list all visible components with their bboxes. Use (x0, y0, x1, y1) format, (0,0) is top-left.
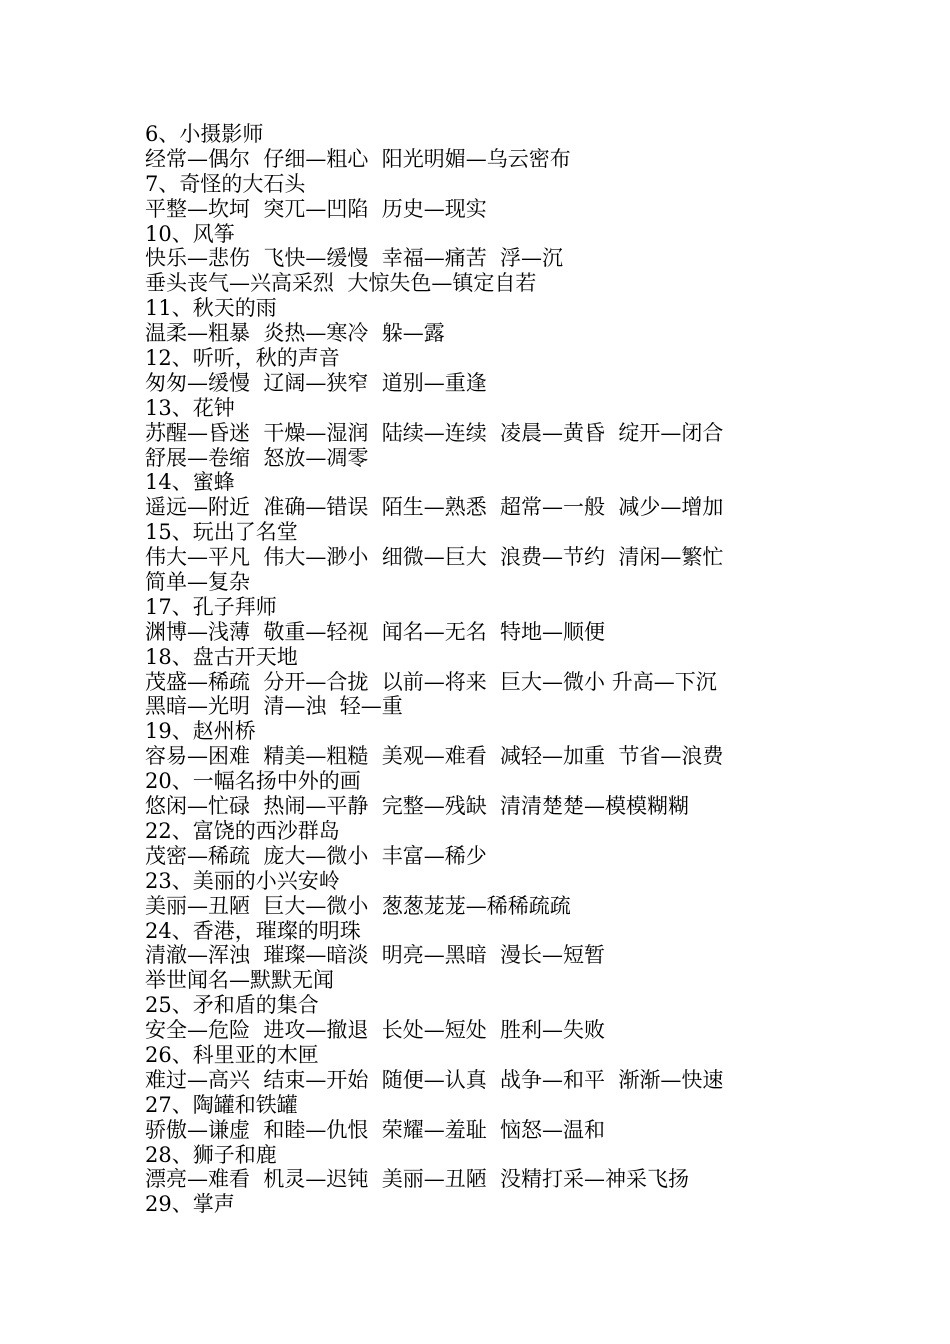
antonym-line: 难过—高兴 结束—开始 随便—认真 战争—和平 渐渐—快速 (145, 1067, 724, 1092)
antonym-line: 清澈—浑浊 璀璨—暗淡 明亮—黑暗 漫长—短暂 (145, 943, 606, 968)
antonym-line: 漂亮—难看 机灵—迟钝 美丽—丑陋 没精打采—神采飞扬 (145, 1167, 690, 1192)
antonym-line: 舒展—卷缩 怒放—凋零 (145, 445, 369, 470)
lesson-heading: 7、奇怪的大石头 (145, 171, 306, 196)
lesson-heading: 24、香港，璀璨的明珠 (145, 918, 361, 943)
antonym-line: 渊博—浅薄 敬重—轻视 闻名—无名 特地—顺便 (145, 619, 606, 644)
lesson-heading: 29、掌声 (145, 1192, 235, 1217)
lesson-heading: 14、蜜蜂 (145, 470, 235, 495)
antonym-line: 平整—坎坷 突兀—凹陷 历史—现实 (145, 196, 487, 221)
lesson-heading: 15、玩出了名堂 (145, 520, 298, 545)
antonym-line: 安全—危险 进攻—撤退 长处—短处 胜利—失败 (145, 1018, 606, 1043)
lesson-heading: 12、听听，秋的声音 (145, 346, 340, 371)
antonym-line: 简单—复杂 (145, 570, 250, 595)
antonym-line: 匆匆—缓慢 辽阔—狭窄 道别—重逢 (145, 370, 487, 395)
antonym-line: 垂头丧气—兴高采烈 大惊失色—镇定自若 (145, 271, 537, 296)
lesson-heading: 19、赵州桥 (145, 719, 256, 744)
lesson-heading: 18、盘古开天地 (145, 644, 298, 669)
antonym-line: 美丽—丑陋 巨大—微小 葱葱茏茏—稀稀疏疏 (145, 893, 571, 918)
lesson-heading: 20、一幅名扬中外的画 (145, 769, 361, 794)
antonym-line: 容易—困难 精美—粗糙 美观—难看 减轻—加重 节省—浪费 (145, 744, 724, 769)
lesson-heading: 25、矛和盾的集合 (145, 993, 319, 1018)
lesson-heading: 10、风筝 (145, 221, 235, 246)
antonym-line: 温柔—粗暴 炎热—寒冷 躲—露 (145, 321, 445, 346)
antonym-line: 茂盛—稀疏 分开—合拢 以前—将来 巨大—微小 升高—下沉 (145, 669, 717, 694)
lesson-heading: 6、小摄影师 (145, 122, 264, 146)
lesson-heading: 28、狮子和鹿 (145, 1142, 277, 1167)
antonym-line: 苏醒—昏迷 干燥—湿润 陆续—连续 凌晨—黄昏 绽开—闭合 (145, 420, 724, 445)
document-body (145, 122, 925, 1217)
lesson-heading: 22、富饶的西沙群岛 (145, 818, 340, 843)
lesson-heading: 13、花钟 (145, 395, 235, 420)
lesson-heading: 17、孔子拜师 (145, 594, 277, 619)
lesson-heading: 11、秋天的雨 (145, 296, 277, 321)
lesson-heading: 26、科里亚的木匣 (145, 1042, 319, 1067)
antonym-line: 骄傲—谦虚 和睦—仇恨 荣耀—羞耻 恼怒—温和 (145, 1117, 606, 1142)
lesson-heading: 27、陶罐和铁罐 (145, 1092, 298, 1117)
antonym-line: 经常—偶尔 仔细—粗心 阳光明媚—乌云密布 (145, 146, 571, 171)
antonym-line: 黑暗—光明 清—浊 轻—重 (145, 694, 403, 719)
antonym-line: 快乐—悲伤 飞快—缓慢 幸福—痛苦 浮—沉 (145, 246, 564, 271)
antonym-line: 举世闻名—默默无闻 (145, 968, 334, 993)
antonym-line: 茂密—稀疏 庞大—微小 丰富—稀少 (145, 843, 487, 868)
lesson-heading: 23、美丽的小兴安岭 (145, 868, 340, 893)
antonym-line: 遥远—附近 准确—错误 陌生—熟悉 超常—一般 减少—增加 (145, 495, 724, 520)
antonym-line: 伟大—平凡 伟大—渺小 细微—巨大 浪费—节约 清闲—繁忙 (145, 545, 724, 570)
antonym-line: 悠闲—忙碌 热闹—平静 完整—残缺 清清楚楚—模模糊糊 (145, 794, 690, 819)
